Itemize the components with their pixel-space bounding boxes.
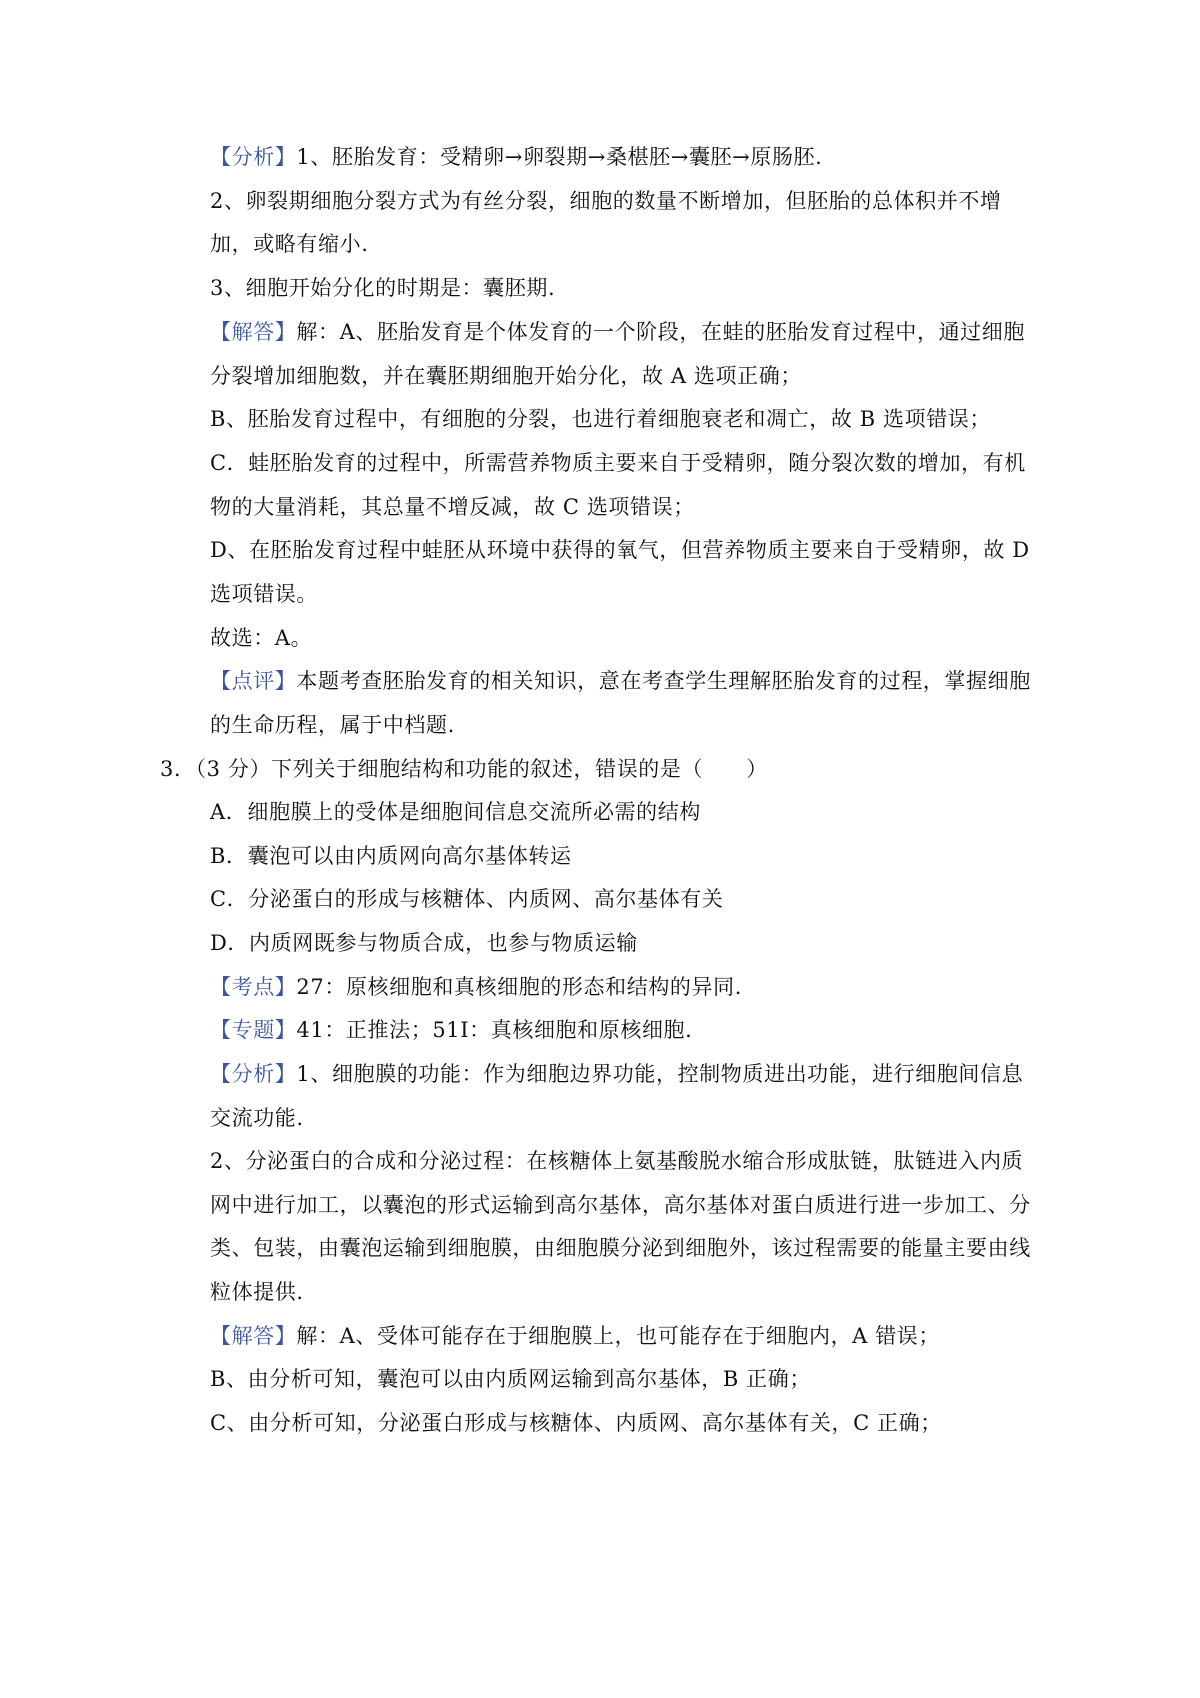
q2-answer-line-2: 分裂增加细胞数，并在囊胚期细胞开始分化，故 A 选项正确； xyxy=(210,364,802,388)
q2-answer-line-1: 【解答】解：A、胚胎发育是个体发育的一个阶段，在蛙的胚胎发育过程中，通过细胞 xyxy=(210,320,1025,344)
q2-answer-line-c2: 物的大量消耗，其总量不增反减，故 C 选项错误； xyxy=(210,495,695,519)
q2-answer-line-b: B、胚胎发育过程中，有细胞的分裂，也进行着细胞衰老和凋亡，故 B 选项错误； xyxy=(210,407,992,431)
point-tag: 【考点】 xyxy=(210,975,297,999)
q3-option-a: A．细胞膜上的受体是细胞间信息交流所必需的结构 xyxy=(210,800,701,824)
q3-answer-line-b: B、由分析可知，囊泡可以由内质网运输到高尔基体，B 正确； xyxy=(210,1367,811,1391)
q3-answer-line-a: 【解答】解：A、受体可能存在于细胞膜上，也可能存在于细胞内，A 错误； xyxy=(210,1324,941,1348)
analysis-tag: 【分析】 xyxy=(210,145,297,169)
q3-analysis-line-2b: 网中进行加工，以囊泡的形式运输到高尔基体，高尔基体对蛋白质进行进一步加工、分 xyxy=(210,1193,1031,1217)
q2-analysis-line-2a: 2、卵裂期细胞分裂方式为有丝分裂，细胞的数量不断增加，但胚胎的总体积并不增 xyxy=(210,189,1002,213)
answer-tag: 【解答】 xyxy=(210,320,297,344)
q3-option-c: C．分泌蛋白的形成与核糖体、内质网、高尔基体有关 xyxy=(210,887,724,911)
answer-tag: 【解答】 xyxy=(210,1324,297,1348)
q2-analysis-line-3: 3、细胞开始分化的时期是：囊胚期. xyxy=(210,276,556,300)
q2-analysis-line-2b: 加，或略有缩小. xyxy=(210,232,369,256)
q2-analysis-line-1: 【分析】1、胚胎发育：受精卵→卵裂期→桑椹胚→囊胚→原肠胚. xyxy=(210,145,823,169)
q2-comment-line-2: 的生命历程，属于中档题. xyxy=(210,713,455,737)
q3-analysis-line-2c: 类、包装，由囊泡运输到细胞膜，由细胞膜分泌到细胞外，该过程需要的能量主要由线 xyxy=(210,1236,1031,1260)
q2-comment-line-1: 【点评】本题考查胚胎发育的相关知识，意在考查学生理解胚胎发育的过程，掌握细胞 xyxy=(210,669,1031,693)
q3-point: 【考点】27：原核细胞和真核细胞的形态和结构的异同. xyxy=(210,975,743,999)
q3-option-b: B．囊泡可以由内质网向高尔基体转运 xyxy=(210,844,572,868)
q2-answer-line-d1: D、在胚胎发育过程中蛙胚从环境中获得的氧气，但营养物质主要来自于受精卵，故 D xyxy=(210,538,1030,562)
q3-stem: 3．（3 分）下列关于细胞结构和功能的叙述，错误的是（ ） xyxy=(160,757,768,781)
q3-analysis-line-2d: 粒体提供. xyxy=(210,1280,304,1304)
analysis-tag: 【分析】 xyxy=(210,1062,297,1086)
q3-analysis-line-1b: 交流功能. xyxy=(210,1106,304,1130)
q2-answer-line-c1: C．蛙胚胎发育的过程中，所需营养物质主要来自于受精卵，随分裂次数的增加，有机 xyxy=(210,451,1026,475)
q3-topic: 【专题】41：正推法；51I：真核细胞和原核细胞. xyxy=(210,1018,693,1042)
q3-analysis-line-1a: 【分析】1、细胞膜的功能：作为细胞边界功能，控制物质进出功能，进行细胞间信息 xyxy=(210,1062,1024,1086)
q3-analysis-line-2a: 2、分泌蛋白的合成和分泌过程：在核糖体上氨基酸脱水缩合形成肽链，肽链进入内质 xyxy=(210,1149,1024,1173)
q2-choice: 故选：A。 xyxy=(210,626,313,650)
q3-answer-line-c: C、由分析可知，分泌蛋白形成与核糖体、内质网、高尔基体有关，C 正确； xyxy=(210,1411,942,1435)
comment-tag: 【点评】 xyxy=(210,669,297,693)
q3-option-d: D．内质网既参与物质合成，也参与物质运输 xyxy=(210,931,638,955)
q2-answer-line-d2: 选项错误。 xyxy=(210,582,318,606)
topic-tag: 【专题】 xyxy=(210,1018,297,1042)
